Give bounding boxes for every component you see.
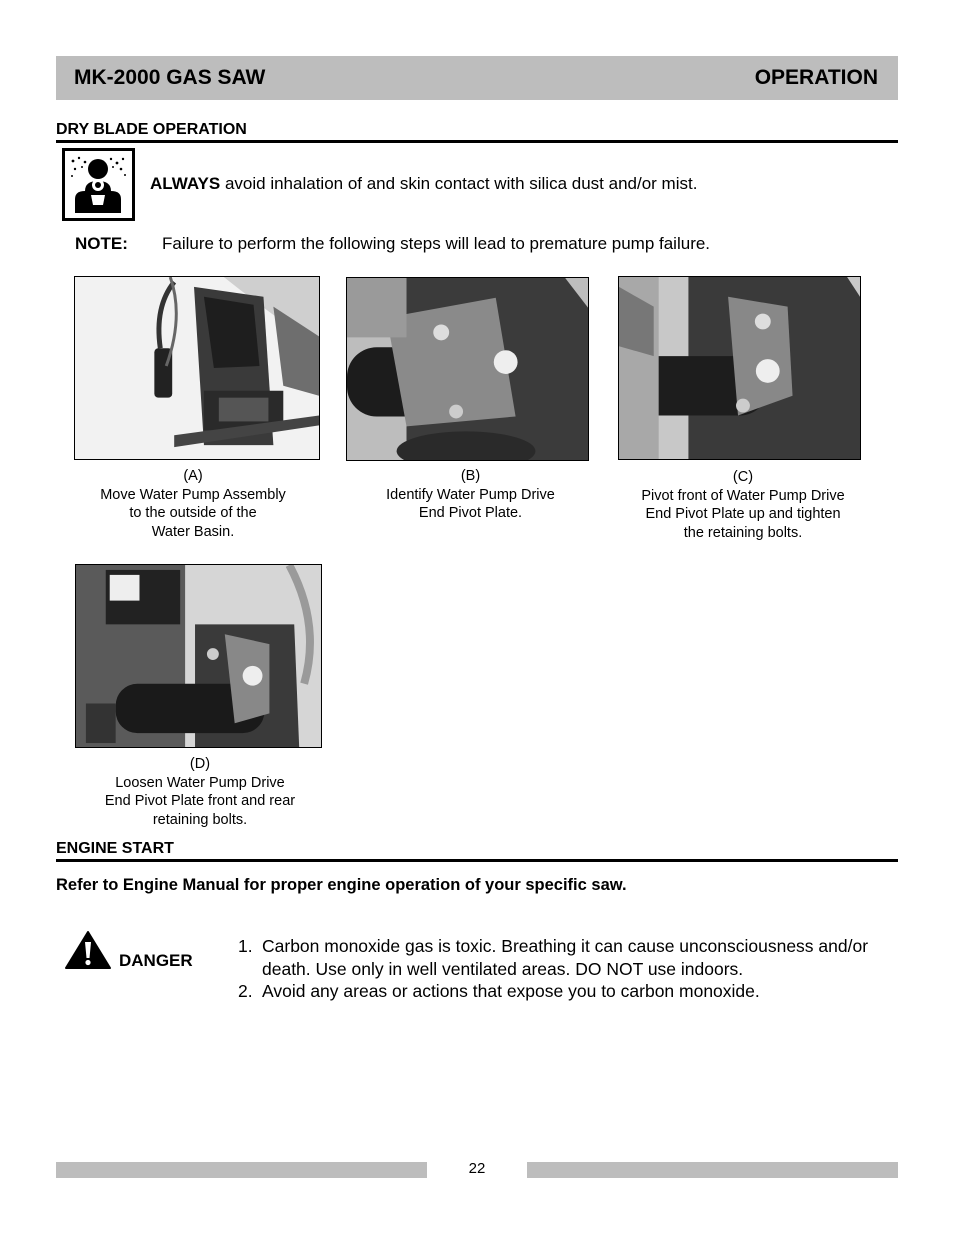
list-item <box>238 935 888 980</box>
danger-list <box>238 935 888 1003</box>
caption-c <box>618 468 868 542</box>
caption-line: Move Water Pump Assembly <box>100 486 286 503</box>
footer-bar-right <box>527 1162 898 1178</box>
caption-line: End Pivot Plate. <box>418 505 523 521</box>
caption-line: Loosen Water Pump Drive <box>115 774 285 791</box>
caption-letter: (D) <box>189 756 211 772</box>
list-item-number: 1. <box>238 936 253 956</box>
caption-line: End Pivot Plate up and tighten <box>645 506 841 522</box>
note-label: NOTE: <box>75 234 128 253</box>
caption-b <box>346 467 595 523</box>
caption-a <box>74 467 312 541</box>
caption-line: Identify Water Pump Drive <box>386 486 555 503</box>
always-body: avoid inhalation of and skin contact with silica dust and/or mist. <box>220 174 698 193</box>
refer-engine-manual-text: Refer to Engine Manual for proper engine operation of your specific saw. <box>56 876 627 894</box>
caption-line: to the outside of the <box>129 505 257 521</box>
header-section: OPERATION <box>754 66 878 89</box>
photo-c <box>618 276 861 460</box>
dry-blade-section-title: DRY BLADE OPERATION <box>56 121 898 143</box>
caption-line: Water Basin. <box>151 523 235 540</box>
silica-warning-text <box>150 174 697 194</box>
caption-letter: (C) <box>732 469 754 485</box>
warning-triangle-icon <box>64 930 112 970</box>
page-number: 22 <box>468 1160 486 1177</box>
list-item-number: 2. <box>238 981 253 1001</box>
caption-line: Pivot front of Water Pump Drive <box>641 487 845 504</box>
caption-d <box>75 755 325 829</box>
caption-line: retaining bolts. <box>152 811 248 828</box>
photo-a <box>74 276 320 460</box>
caption-letter: (B) <box>460 468 481 484</box>
caption-line: the retaining bolts. <box>683 524 803 541</box>
photo-b <box>346 277 589 461</box>
danger-label: DANGER <box>119 951 193 970</box>
list-item-text: Carbon monoxide gas is toxic. Breathing it can cause unconsciousness and/or death. Use only in well ventilated areas. DO NOT use indoors. <box>262 936 869 979</box>
respirator-hazard-icon <box>62 148 135 221</box>
always-label: ALWAYS <box>150 174 221 193</box>
note-text: Failure to perform the following steps will lead to premature pump failure. <box>162 234 711 253</box>
list-item-text: Avoid any areas or actions that expose you to carbon monoxide. <box>262 981 760 1001</box>
footer-bar-left <box>56 1162 427 1178</box>
engine-start-section-title: ENGINE START <box>56 840 898 862</box>
caption-letter: (A) <box>183 468 203 484</box>
list-item <box>238 980 888 1003</box>
caption-line: End Pivot Plate front and rear <box>104 793 296 809</box>
photo-d <box>75 564 322 748</box>
page-header <box>56 56 898 100</box>
header-title: MK-2000 GAS SAW <box>74 66 266 89</box>
